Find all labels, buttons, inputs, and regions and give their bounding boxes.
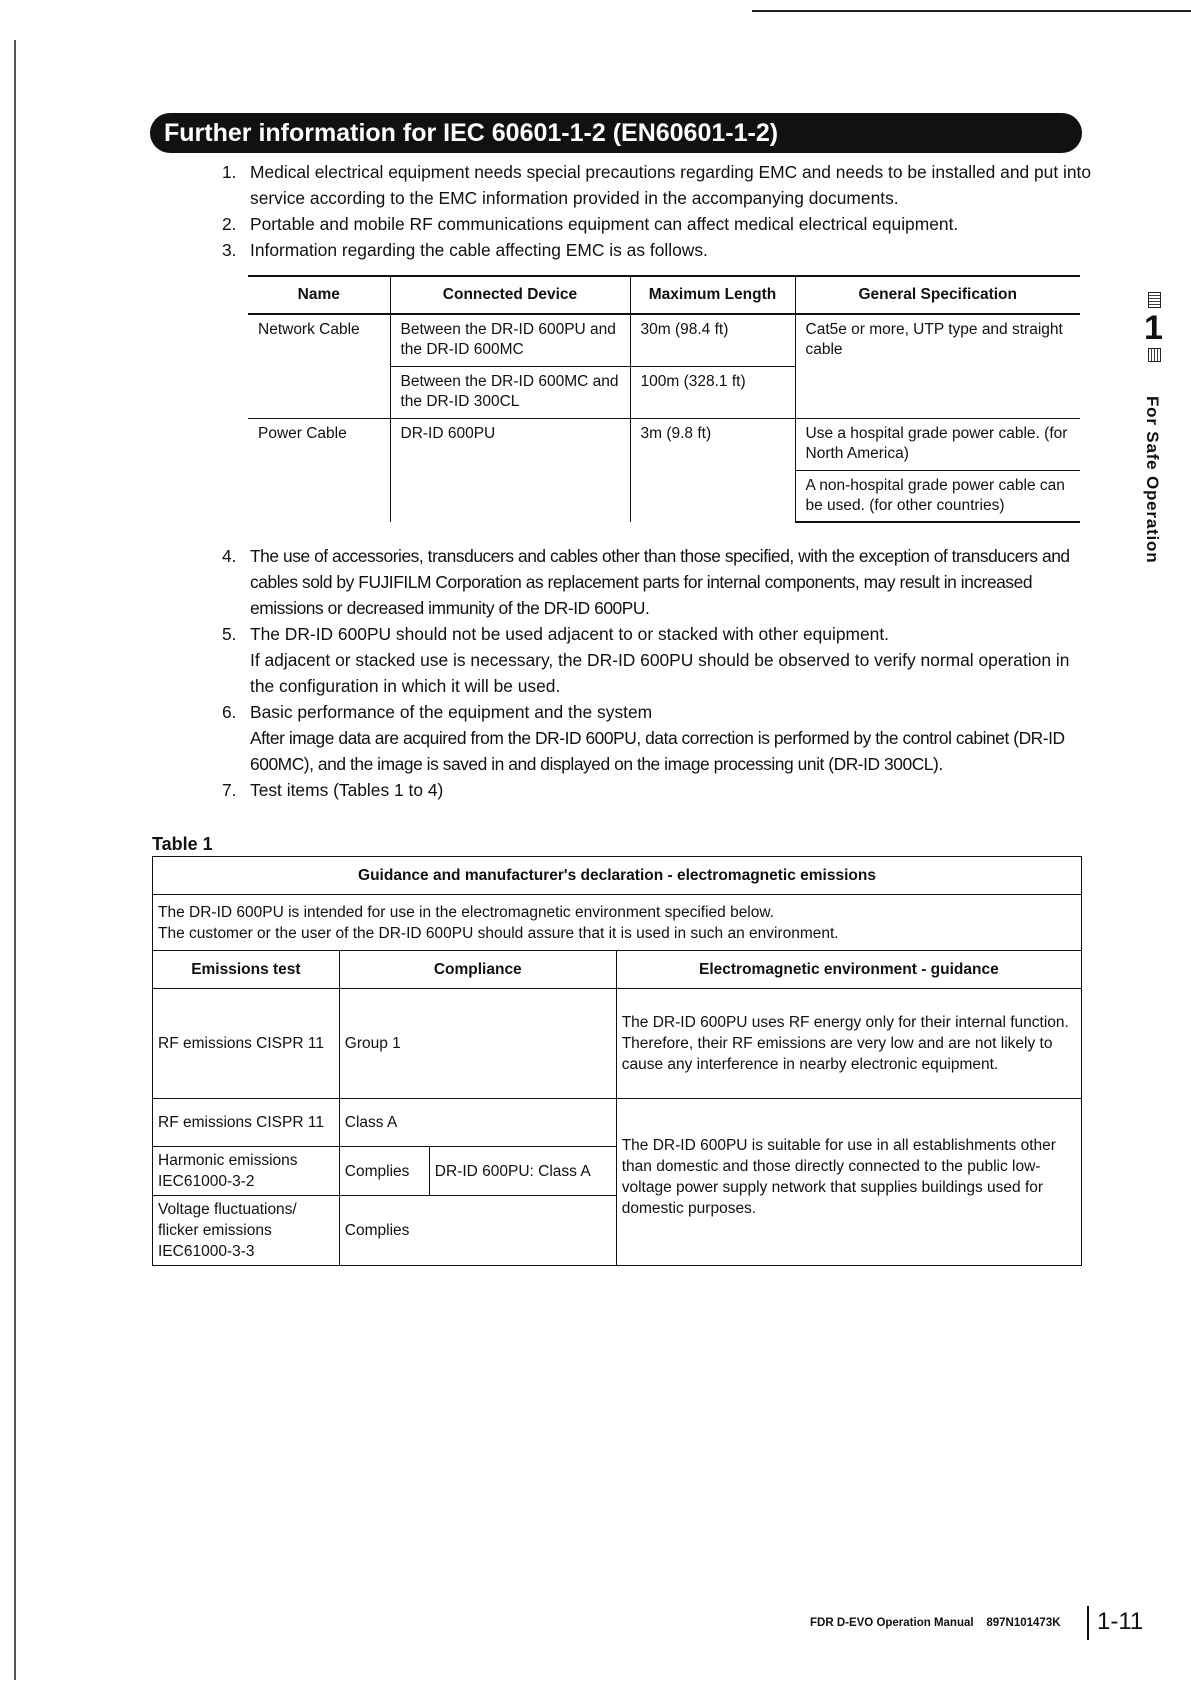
connected-device: Between the DR-ID 600PU and the DR-ID 600MC — [390, 314, 630, 366]
cable-name: Network Cable — [248, 314, 390, 418]
cable-name: Power Cable — [248, 418, 390, 522]
list-item: 2. Portable and mobile RF communications equipment can affect medical electrical equipment. — [222, 214, 959, 234]
column-header: Compliance — [339, 951, 616, 989]
left-margin-rule — [14, 40, 16, 1680]
guidance: The DR-ID 600PU uses RF energy only for their internal function. Therefore, their RF emissions are very low and are not likely to cause any interference in nearby electronic equipment. — [616, 989, 1081, 1099]
compliance: Complies — [339, 1196, 616, 1266]
column-header: General Specification — [795, 276, 1080, 314]
table-row — [248, 314, 1080, 366]
top-rule — [752, 10, 1191, 12]
table-title: Guidance and manufacturer's declaration - electromagnetic emissions — [153, 857, 1082, 895]
compliance-detail: DR-ID 600PU: Class A — [429, 1147, 616, 1196]
list-item: 6. Basic performance of the equipment and the system After image data are acquired from the DR-ID 600PU, data correction is performed by the control cabinet (DR-ID 600MC), and the image is saved in and displayed on the image processing unit (DR-ID 300CL). — [222, 702, 1065, 774]
column-header: Name — [248, 276, 390, 314]
chapter-number: 1 — [1144, 309, 1163, 347]
compliance: Group 1 — [339, 989, 616, 1099]
connected-device: Between the DR-ID 600MC and the DR-ID 300CL — [390, 366, 630, 418]
chapter-title: For Safe Operation — [1143, 396, 1162, 564]
table-label: Table 1 — [152, 834, 213, 854]
list-item: 4. The use of accessories, transducers and cables other than those specified, with the exception of transducers and cables sold by FUJIFILM Corporation as replacement parts for internal components, may result in increased emissions or decreased immunity of the DR-ID 600PU. — [222, 546, 1070, 618]
table-intro-row — [153, 895, 1082, 951]
list-item: 5. The DR-ID 600PU should not be used adjacent to or stacked with other equipment. If adjacent or stacked use is necessary, the DR-ID 600PU should be observed to verify normal operation in the configuration in which it will be used. — [222, 624, 1070, 696]
emissions-test: Harmonic emissions IEC61000-3-2 — [153, 1147, 340, 1196]
page-number: 1-11 — [1097, 1608, 1144, 1635]
table-intro: The DR-ID 600PU is intended for use in the electromagnetic environment specified below. The customer or the user of the DR-ID 600PU should assure that it is used in such an environment. — [153, 895, 1082, 951]
cable-table — [248, 275, 1080, 523]
table-row — [153, 989, 1082, 1099]
column-header: Connected Device — [390, 276, 630, 314]
manual-name: FDR D-EVO Operation Manual — [810, 1617, 974, 1629]
emissions-test: Voltage fluctuations/ flicker emissions IEC61000-3-3 — [153, 1196, 340, 1266]
footer-divider — [1087, 1606, 1089, 1640]
compliance: Class A — [339, 1099, 616, 1147]
intro-list — [222, 159, 1092, 263]
column-header: Emissions test — [153, 951, 340, 989]
emissions-test: RF emissions CISPR 11 — [153, 1099, 340, 1147]
chapter-marker-icon — [1148, 292, 1161, 308]
table-header-row — [153, 951, 1082, 989]
footer-meta — [810, 1617, 1061, 1629]
table-title-row — [153, 857, 1082, 895]
chapter-side-tab — [1140, 292, 1170, 564]
general-spec: Use a hospital grade power cable. (for North America) — [795, 418, 1080, 470]
compliance: Complies — [339, 1147, 429, 1196]
later-list — [222, 543, 1092, 803]
emissions-test: RF emissions CISPR 11 — [153, 989, 340, 1099]
table-row — [248, 418, 1080, 470]
column-header: Maximum Length — [630, 276, 795, 314]
list-item: 7. Test items (Tables 1 to 4) — [222, 780, 444, 800]
max-length: 100m (328.1 ft) — [630, 366, 795, 418]
column-header: Electromagnetic environment - guidance — [616, 951, 1081, 989]
guidance: The DR-ID 600PU is suitable for use in all establishments other than domestic and those directly connected to the public low-voltage power supply network that supplies buildings used for domestic purposes. — [616, 1099, 1081, 1266]
max-length: 30m (98.4 ft) — [630, 314, 795, 366]
table-header-row — [248, 276, 1080, 314]
connected-device: DR-ID 600PU — [390, 418, 630, 522]
chapter-marker-icon — [1148, 348, 1161, 362]
max-length: 3m (9.8 ft) — [630, 418, 795, 522]
list-item: 3. Information regarding the cable affecting EMC is as follows. — [222, 240, 708, 260]
list-item: 1. Medical electrical equipment needs special precautions regarding EMC and needs to be installed and put into service according to the EMC information provided in the accompanying documents. — [222, 162, 1092, 208]
emissions-table — [152, 856, 1082, 1266]
section-title: Further information for IEC 60601-1-2 (EN60601-1-2) — [150, 113, 1082, 153]
general-spec: Cat5e or more, UTP type and straight cable — [795, 314, 1080, 418]
general-spec: A non-hospital grade power cable can be used. (for other countries) — [795, 470, 1080, 522]
document-number: 897N101473K — [986, 1617, 1061, 1629]
table-row — [153, 1099, 1082, 1147]
